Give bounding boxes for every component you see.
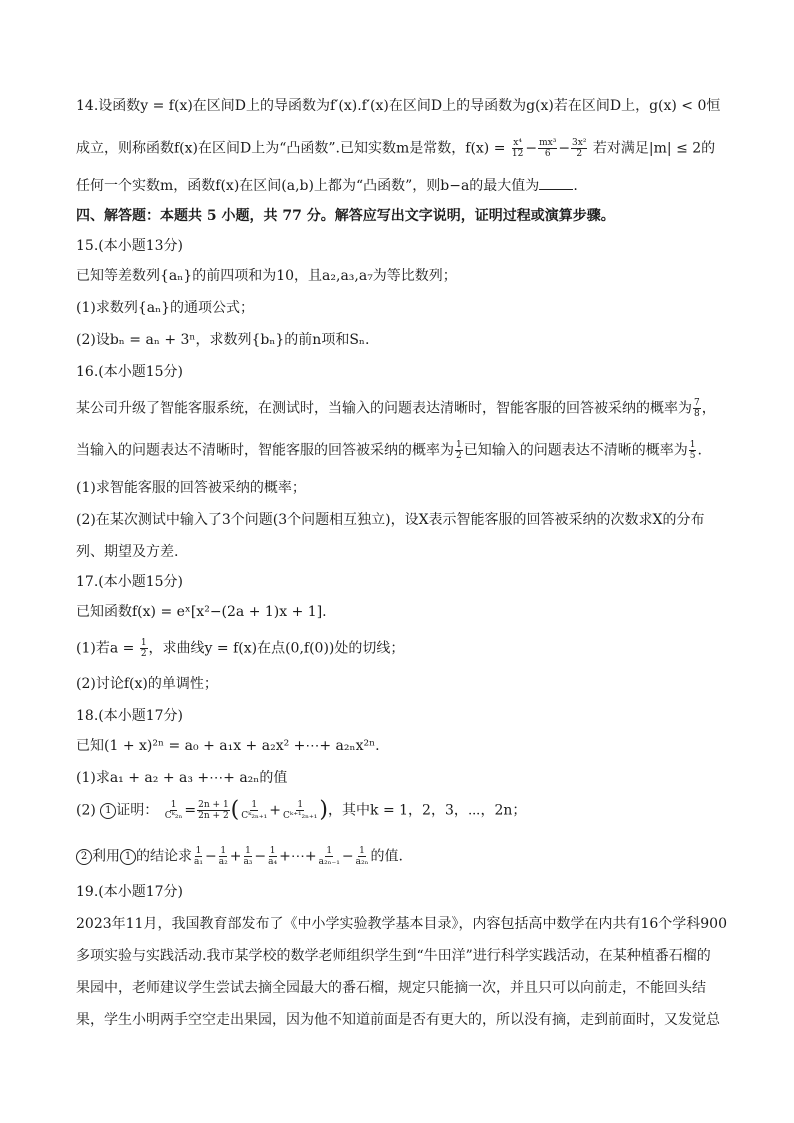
q16-f1-den: 8 <box>694 409 700 419</box>
t4-num: 1 <box>269 846 276 856</box>
t6-den: a₂ₙ <box>355 857 369 867</box>
q16-part1: (1)求智能客服的回答被采纳的概率； <box>76 480 306 496</box>
q18-in1-den: Cᵏ₂ₙ₊₁ <box>241 811 268 821</box>
t3-num: 1 <box>245 846 251 856</box>
q16-line2-end: . <box>697 442 702 459</box>
q14-frac2-num: mx³ <box>539 138 557 148</box>
t1-den: a₁ <box>194 857 203 867</box>
q18-term-5 <box>318 846 341 867</box>
q16-f3-den: 5 <box>689 451 696 461</box>
q16-line1 <box>76 398 716 419</box>
q17-part1-tail: ，求曲线y = f(x)在点(0,f(0))处的切线； <box>148 640 405 657</box>
t3-den: a₃ <box>243 857 253 867</box>
q18-in2-num: 1 <box>297 800 304 810</box>
q19-header: 19.(本小题17分) <box>76 884 184 900</box>
q16-line2-mid: 已知输入的问题表达不清晰的概率为 <box>463 442 688 459</box>
q18-lf-num: 1 <box>170 800 177 810</box>
q18-in1-num: 1 <box>251 800 258 810</box>
q17-frac-num: 1 <box>140 638 147 648</box>
q16-part2a: (2)在某次测试中输入了3个问题(3个问题相互独立)，设X表示智能客服的回答被采纳的次数求X的分布 <box>76 512 705 528</box>
t6-num: 1 <box>359 846 365 856</box>
q18-proof-label: 证明： <box>116 802 159 819</box>
q18-inner-fraction-1 <box>240 800 268 821</box>
q15-stem: 已知等差数列{aₙ}的前四项和为10，且a₂,a₃,a₇为等比数列； <box>76 268 457 284</box>
q17-stem: 已知函数f(x) = eˣ[x²−(2a + 1)x + 1]. <box>76 604 327 620</box>
t5-num: 1 <box>326 846 333 856</box>
q17-header: 17.(本小题15分) <box>76 574 184 590</box>
q18-term-3 <box>242 846 253 867</box>
q16-line1-end: ， <box>701 400 716 417</box>
q19-line4: 果，学生小明两手空空走出果园，因为他不知道前面是否有更大的，所以没有摘，走到前面时，又发觉总 <box>76 1012 720 1028</box>
q16-f2-num: 1 <box>456 440 462 450</box>
q14-fraction-3 <box>571 138 587 159</box>
q14-line3-text: 任何一个实数m，函数f(x)在区间(a,b)上都为“凸函数”，则b−a的最大值为 <box>76 178 540 194</box>
answer-blank[interactable] <box>539 177 573 190</box>
q18-inner-fraction-2 <box>282 800 318 821</box>
q16-f2-den: 2 <box>456 451 462 461</box>
section-title: 四、解答题：本题共 5 小题，共 77 分。解答应写出文字说明，证明过程或演算步骤。 <box>76 208 615 224</box>
q19-line1: 2023年11月，我国教育部发布了《中小学实验教学基本目录》，内容包括高中数学在内共有16个学科900 <box>76 916 727 932</box>
q18-mf-den: 2n + 2 <box>198 811 229 821</box>
q18-in2-den: Cᵏ⁺¹₂ₙ₊₁ <box>283 811 318 821</box>
q17-frac-den: 2 <box>140 649 147 659</box>
q14-frac3-num: 3x² <box>572 138 587 148</box>
q14-fraction-1 <box>511 138 524 159</box>
q17-fraction <box>140 638 148 659</box>
q18-stem: 已知(1 + x)²ⁿ = a₀ + a₁x + a₂x² +⋯+ a₂ₙx²ⁿ. <box>76 738 380 754</box>
q15-part1: (1)求数列{aₙ}的通项公式； <box>76 300 255 316</box>
q18-mf-num: 2n + 1 <box>198 800 229 810</box>
q18-part2-tail: ，其中k = 1，2，3，⋯，2n； <box>328 802 527 819</box>
q16-line2 <box>76 440 702 461</box>
q14-fraction-2 <box>538 138 557 159</box>
q18-term-1 <box>193 846 204 867</box>
right-paren: ) <box>319 797 329 823</box>
q14-line2-text: 成立，则称函数f(x)在区间D上为“凸函数”.已知实数m是常数，f(x) = <box>76 140 506 157</box>
q16-fraction-1 <box>693 398 701 419</box>
circled-number-2: 2 <box>76 849 92 865</box>
q16-fraction-2 <box>455 440 463 461</box>
q17-part2: (2)讨论f(x)的单调性； <box>76 676 218 692</box>
q16-header: 16.(本小题15分) <box>76 364 184 380</box>
q16-line2-text: 当输入的问题表达不清晰时，智能客服的回答被采纳的概率为 <box>76 442 454 459</box>
q18-term-6 <box>355 846 370 867</box>
q16-f3-num: 1 <box>689 440 696 450</box>
left-paren: ( <box>230 797 240 823</box>
q18-term-4 <box>267 846 278 867</box>
q16-line1-text: 某公司升级了智能客服系统，在测试时，当输入的问题表达清晰时，智能客服的回答被采纳的概率为 <box>76 400 692 417</box>
q14-frac1-num: x⁴ <box>513 138 522 148</box>
q18-header: 18.(本小题17分) <box>76 708 184 724</box>
q14-line1: 14.设函数y = f(x)在区间D上的导函数为f′(x).f′(x)在区间D上的导函数为g(x)若在区间D上，g(x) < 0恒 <box>76 98 721 114</box>
q18-equals: = <box>184 802 197 819</box>
t5-den: a₂ₙ₋₁ <box>318 857 340 867</box>
q14-line3 <box>76 176 578 196</box>
q15-header: 15.(本小题13分) <box>76 238 184 254</box>
q14-line2-tail: 若对满足|m| ≤ 2的 <box>592 140 716 157</box>
q19-line2: 多项实验与实践活动.我市某学校的数学老师组织学生到“牛田洋”进行科学实践活动，在某种植番石榴的 <box>76 948 711 964</box>
q14-line3-end: . <box>573 178 578 194</box>
q14-line2: 成立，则称函数f(x)在区间D上为“凸函数”.已知实数m是常数，f(x) = $\frac{\text{x⁴}}{12}$ − $\frac{\text{mx³}}{6}$ − $\frac{\text{3x²}}{2}$ 若对满足|m| ≤ 2的 <box>76 138 716 159</box>
q17-part1-text: (1)若a = <box>76 640 135 657</box>
q18-part1: (1)求a₁ + a₂ + a₃ +⋯+ a₂ₙ的值 <box>76 770 288 786</box>
q14-frac1-den: 12 <box>511 149 524 159</box>
t2-den: a₂ <box>218 857 228 867</box>
q16-fraction-3 <box>689 440 697 461</box>
q16-part2b: 列、期望及方差. <box>76 544 179 560</box>
t2-num: 1 <box>220 846 227 856</box>
q15-part2: (2)设bₙ = aₙ + 3ⁿ，求数列{bₙ}的前n项和Sₙ. <box>76 332 370 348</box>
circled-number-1: 1 <box>100 803 116 819</box>
q18-plus: + <box>269 802 282 819</box>
t1-num: 1 <box>195 846 202 856</box>
q16-f1-num: 7 <box>694 398 700 408</box>
q18-left-fraction <box>164 800 184 821</box>
q18-term-2 <box>218 846 229 867</box>
q18-part3: 2 利用 1 的结论求 $\frac{1}{\text{a₁}}$ − $\frac{1}{\text{a₂}}$ + $\frac{1}{\text{a₃}}$ − $\frac{1}{\text{a₄}}$ +⋯+ $\frac{1}{\text{a₂ₙ₋₁}}$ − $\frac{1}{\text{a₂ₙ}}$ 的值. <box>76 846 403 867</box>
q18-part3-end: 的值. <box>370 848 403 865</box>
q18-lf-den: Cᵏ₂ₙ <box>164 811 183 821</box>
q18-use-label: 利用 <box>92 848 120 865</box>
q18-mid-fraction <box>197 800 230 821</box>
q14-frac2-den: 6 <box>544 149 551 159</box>
q19-line3: 果园中，老师建议学生尝试去摘全园最大的番石榴，规定只能摘一次，并且只可以向前走，不能回头结 <box>76 980 706 996</box>
q18-part3-mid: 的结论求 <box>136 848 192 865</box>
q17-part1 <box>76 638 404 659</box>
circled-number-1-ref: 1 <box>120 849 136 865</box>
t4-den: a₄ <box>268 857 278 867</box>
q14-frac3-den: 2 <box>576 149 583 159</box>
q18-part2 <box>76 797 527 823</box>
q18-part2-prefix: (2) <box>76 802 96 819</box>
